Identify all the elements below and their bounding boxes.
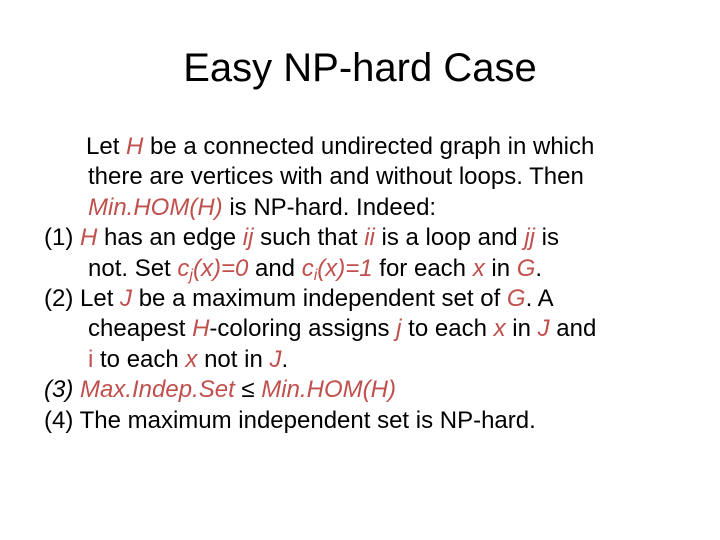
slide-title: Easy NP-hard Case xyxy=(183,46,537,90)
slide-body xyxy=(44,132,694,436)
vertex-i: i xyxy=(88,345,94,373)
item1-text-1: has an edge xyxy=(97,224,243,252)
item2-text-9: not in xyxy=(197,345,270,373)
list-item-2 xyxy=(44,284,694,375)
intro-paragraph xyxy=(44,132,694,223)
item-number-1: (1) xyxy=(44,224,80,252)
intro-text-2a: be a connected undirected graph in which xyxy=(143,133,595,160)
intro-text-2b: there are vertices with and without loops. Then xyxy=(88,163,584,191)
cost-ci-rest: (x)=1 xyxy=(317,254,373,282)
item2-text-8: to each xyxy=(93,345,186,373)
item2-text-7a: and xyxy=(549,315,597,343)
intro-text-1: Let xyxy=(86,133,127,160)
item1-text-4a: is xyxy=(534,224,559,252)
graph-h: H xyxy=(126,133,144,160)
list-item-4 xyxy=(44,406,694,436)
reduction-symbol: ≤ xyxy=(234,376,262,404)
item1-text-7: in xyxy=(484,254,517,282)
edge-jj: jj xyxy=(524,224,535,252)
set-j: J xyxy=(537,315,550,343)
cost-ci xyxy=(302,255,373,282)
list-item-3 xyxy=(44,375,694,405)
minhom-problem: Min.HOM(H) xyxy=(261,376,396,404)
item1-text-3: is a loop and xyxy=(374,224,525,252)
item1-text-4b: not. Set xyxy=(88,254,178,282)
graph-h: H xyxy=(192,315,210,343)
graph-g: G xyxy=(516,254,536,282)
item2-text-1: Let xyxy=(80,285,121,313)
list-item-1 xyxy=(44,223,694,284)
set-j: J xyxy=(269,345,282,373)
graph-h: H xyxy=(80,224,98,252)
item1-text-8: . xyxy=(535,254,543,282)
item-number-3: (3) xyxy=(44,376,80,404)
item2-text-6: in xyxy=(505,315,538,343)
item1-text-2: such that xyxy=(253,224,365,252)
minhom-problem: Min.HOM(H) xyxy=(88,193,223,221)
cost-c-letter-2: c xyxy=(301,254,314,282)
vertex-x: x xyxy=(493,315,506,343)
item4-text: The maximum independent set is NP-hard. xyxy=(79,406,536,434)
item2-text-3a: . A xyxy=(525,285,554,313)
vertex-j: j xyxy=(396,315,402,343)
set-j: J xyxy=(120,285,133,313)
maxindep-problem: Max.Indep.Set xyxy=(80,376,235,404)
cost-cj xyxy=(177,255,248,282)
vertex-x: x xyxy=(185,345,198,373)
item2-text-2: be a maximum independent set of xyxy=(132,285,507,313)
cost-sub-j: j xyxy=(189,266,193,284)
intro-text-3: is NP-hard. Indeed: xyxy=(222,193,437,221)
cost-sub-i: i xyxy=(313,266,318,284)
item-number-2: (2) xyxy=(44,285,80,313)
graph-g: G xyxy=(506,285,526,313)
item2-text-4: -coloring assigns xyxy=(209,315,397,343)
cost-c-letter: c xyxy=(177,254,190,282)
item-number-4: (4) xyxy=(44,406,80,434)
item2-text-10: . xyxy=(281,345,289,373)
item1-text-5: and xyxy=(248,254,302,282)
edge-ij: ij xyxy=(242,224,254,252)
item1-text-6: for each xyxy=(372,254,473,282)
item2-text-5: to each xyxy=(401,315,494,343)
item2-text-3b: cheapest xyxy=(88,315,193,343)
loop-ii: ii xyxy=(364,224,375,252)
vertex-x: x xyxy=(472,254,485,282)
cost-cj-rest: (x)=0 xyxy=(192,254,249,282)
